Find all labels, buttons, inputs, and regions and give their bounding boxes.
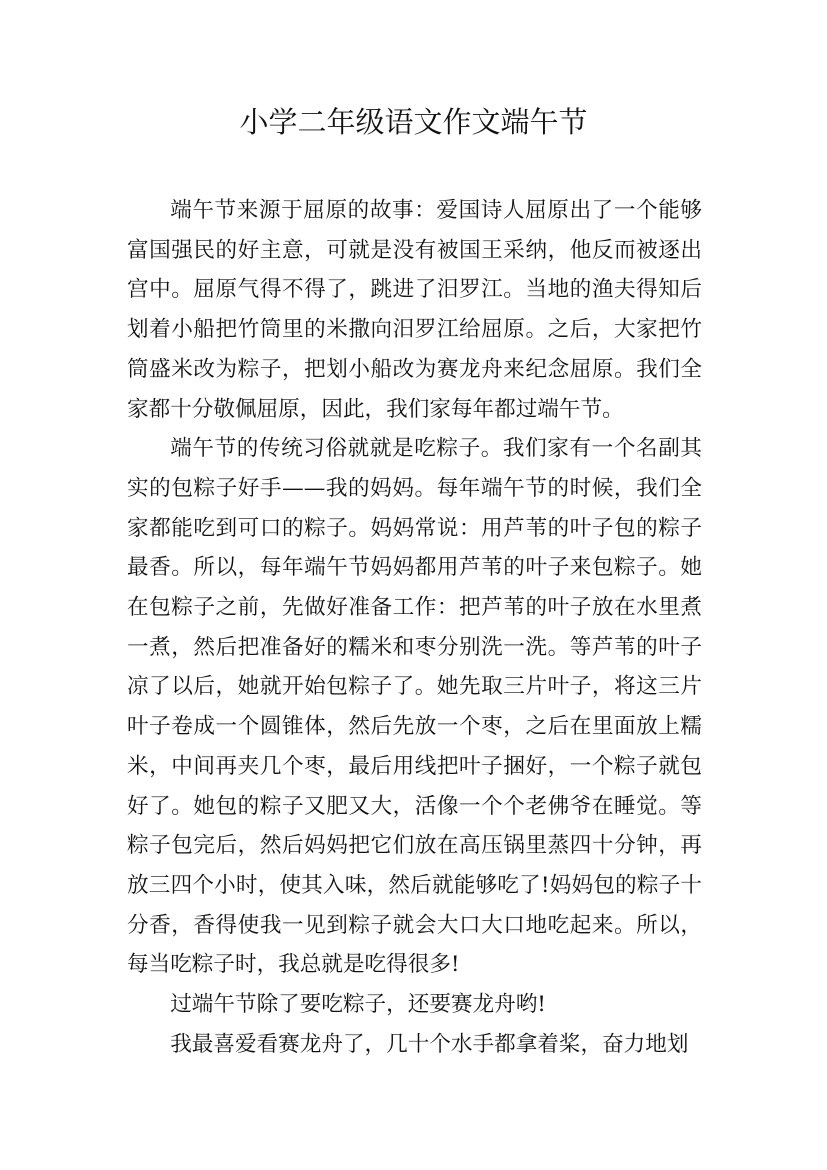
document-body [127, 191, 702, 1064]
paragraph-origin: 端午节来源于屈原的故事：爱国诗人屈原出了一个能够富国强民的好主意，可就是没有被国王采纳，他反而被逐出宫中。屈原气得不得了，跳进了汨罗江。当地的渔夫得知后划着小船把竹筒里的米撒向汨罗江给屈原。之后，大家把竹筒盛米改为粽子，把划小船改为赛龙舟来纪念屈原。我们全家都十分敬佩屈原，因此，我们家每年都过端午节。 [127, 198, 702, 422]
document-title: 小学二年级语文作文端午节 [239, 105, 588, 139]
paragraph-dragon-boat-race: 我最喜爱看赛龙舟了，几十个水手都拿着桨，奋力地划 [170, 1031, 689, 1057]
paragraph-dragon-boat-intro: 过端午节除了要吃粽子，还要赛龙舟哟! [170, 992, 546, 1018]
paragraph-zongzi: 端午节的传统习俗就就是吃粽子。我们家有一个名副其实的包粽子好手——我的妈妈。每年端午节的时候，我们全家都能吃到可口的粽子。妈妈常说：用芦苇的叶子包的粽子最香。所以，每年端午节妈妈都用芦苇的叶子来包粽子。她在包粽子之前，先做好准备工作：把芦苇的叶子放在水里煮一煮，然后把准备好的糯米和枣分别洗一洗。等芦苇的叶子凉了以后，她就开始包粽子了。她先取三片叶子，将这三片叶子卷成一个圆锥体，然后先放一个枣，之后在里面放上糯米，中间再夹几个枣，最后用线把叶子捆好，一个粽子就包好了。她包的粽子又肥又大，活像一个个老佛爷在睡觉。等粽子包完后，然后妈妈把它们放在高压锅里蒸四十分钟，再放三四个小时，使其入味，然后就能够吃了!妈妈包的粽子十分香，香得使我一见到粽子就会大口大口地吃起来。所以，每当吃粽子时，我总就是吃得很多! [127, 436, 702, 978]
